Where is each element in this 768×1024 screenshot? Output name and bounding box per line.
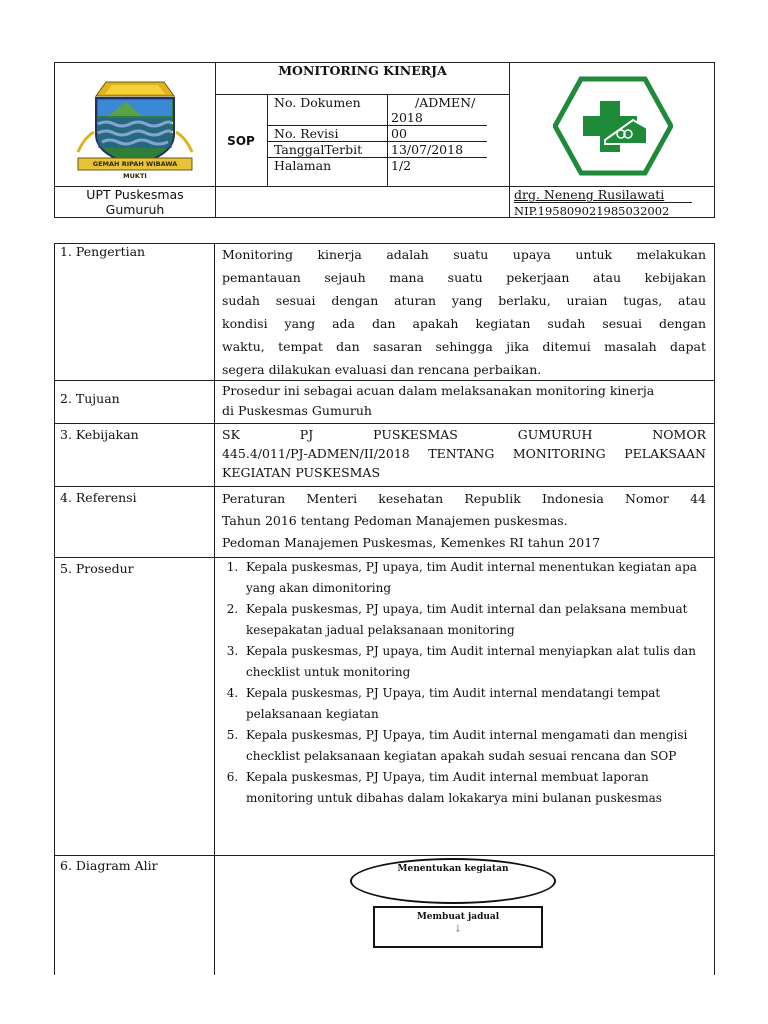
pengertian-line: sudah sesuai dengan aturan yang berlaku, uraian tugas, atau xyxy=(222,293,706,308)
organization-name: UPT Puskesmas Gumuruh xyxy=(86,187,184,217)
prosedur-steps xyxy=(220,557,708,809)
label-prosedur: 5. Prosedur xyxy=(60,561,134,576)
puskesmas-logo xyxy=(553,76,673,176)
kebijakan-line: SK PJ PUSKESMAS GUMURUH NOMOR xyxy=(222,427,706,442)
prosedur-step: 5. Kepala puskesmas, PJ Upaya, tim Audit internal mengamati dan mengisi checklist pelaksanaan kegiatan apakah sudah sesuai rencana dan SOP xyxy=(242,725,708,767)
prosedur-step: 3. Kepala puskesmas, PJ upaya, tim Audit internal menyiapkan alat tulis dan checklist untuk monitoring xyxy=(242,641,708,683)
issue-date-label: TanggalTerbit xyxy=(274,142,363,157)
pengertian-line: waktu, tempat dan sasaran sehingga jika ditemui masalah dapat xyxy=(222,339,706,354)
document-title: MONITORING KINERJA xyxy=(278,63,447,78)
prosedur-step: 4. Kepala puskesmas, PJ Upaya, tim Audit internal mendatangi tempat pelaksanaan kegiatan xyxy=(242,683,708,725)
prosedur-step: 1. Kepala puskesmas, PJ upaya, tim Audit internal menentukan kegiatan apa yang akan dimonitoring xyxy=(242,557,708,599)
tujuan-line: Prosedur ini sebagai acuan dalam melaksanakan monitoring kinerja xyxy=(222,383,655,398)
referensi-line: Peraturan Menteri kesehatan Republik Indonesia Nomor 44 xyxy=(222,491,706,506)
logo-motto: GEMAH RIPAH WIBAWA MUKTI xyxy=(92,160,178,180)
page-value: 1/2 xyxy=(391,158,412,173)
doc-number-label: No. Dokumen xyxy=(274,95,361,110)
referensi-line: Tahun 2016 tentang Pedoman Manajemen puskesmas. xyxy=(222,513,568,528)
flow-node-schedule-label: Membuat jadual xyxy=(416,912,500,922)
tujuan-line: di Puskesmas Gumuruh xyxy=(222,403,372,418)
prosedur-step: 2. Kepala puskesmas, PJ upaya, tim Audit internal dan pelaksana membuat kesepakatan jadual pelaksanaan monitoring xyxy=(242,599,708,641)
content-prosedur xyxy=(220,557,708,809)
pengertian-line: Monitoring kinerja adalah suatu upaya untuk melakukan xyxy=(222,247,706,262)
pengertian-line: pemantauan sejauh mana suatu pekerjaan atau kebijakan xyxy=(222,270,706,285)
regency-crest-logo xyxy=(70,78,200,178)
doc-number-value: /ADMEN/ 2018 xyxy=(391,95,476,125)
pengertian-line: segera dilakukan evaluasi dan rencana perbaikan. xyxy=(222,362,542,377)
revision-value: 00 xyxy=(391,126,407,141)
referensi-line: Pedoman Manajemen Puskesmas, Kemenkes RI tahun 2017 xyxy=(222,535,601,550)
label-referensi: 4. Referensi xyxy=(60,490,137,505)
label-kebijakan: 3. Kebijakan xyxy=(60,427,139,442)
label-diagram: 6. Diagram Alir xyxy=(60,858,158,873)
kebijakan-line: KEGIATAN PUSKESMAS xyxy=(222,465,381,480)
label-pengertian: 1. Pengertian xyxy=(60,244,146,259)
sop-label: SOP xyxy=(227,134,255,148)
pengertian-line: kondisi yang ada dan apakah kegiatan sudah sesuai dengan xyxy=(222,316,706,331)
flow-node-start: Menentukan kegiatan xyxy=(350,858,556,904)
kebijakan-line: 445.4/011/PJ-ADMEN/II/2018 TENTANG MONITORING PELAKSAAN xyxy=(222,446,706,461)
content-pengertian xyxy=(222,243,706,381)
content-referensi xyxy=(222,488,706,554)
issue-date-value: 13/07/2018 xyxy=(391,142,464,157)
revision-label: No. Revisi xyxy=(274,126,339,141)
page-label: Halaman xyxy=(274,158,332,173)
content-kebijakan xyxy=(222,425,706,482)
content-tujuan xyxy=(222,381,706,421)
signatory-name: drg. Neneng Rusilawati xyxy=(514,187,665,202)
label-tujuan: 2. Tujuan xyxy=(60,391,120,406)
flow-node-schedule xyxy=(373,906,543,948)
signatory-nip: NIP.195809021985032002 xyxy=(514,204,670,218)
arrow-down-icon: ↓ xyxy=(453,924,463,935)
prosedur-step: 6. Kepala puskesmas, PJ Upaya, tim Audit internal membuat laporan monitoring untuk dibahas dalam lokakarya mini bulanan puskesmas xyxy=(242,767,708,809)
